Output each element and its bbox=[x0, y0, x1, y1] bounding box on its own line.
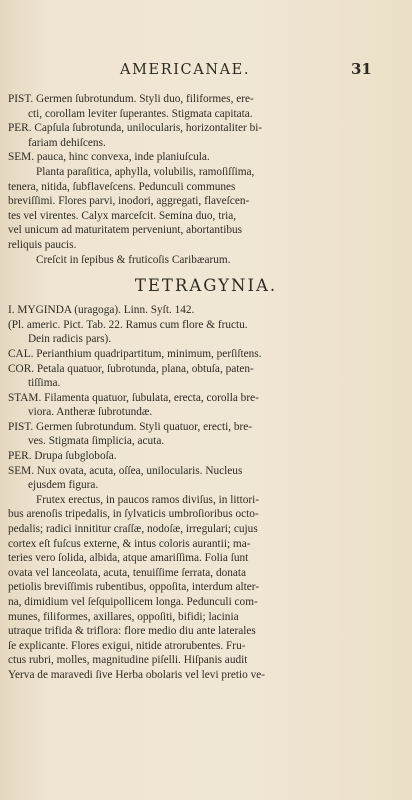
text-line: tiſſima. bbox=[28, 377, 61, 390]
text-line: ejusdem figura. bbox=[28, 479, 99, 492]
text-line: Frutex erectus, in paucos ramos diviſus, in littori- bbox=[36, 493, 260, 506]
text-line: PER. Drupa ſubgloboſa. bbox=[8, 450, 117, 463]
text-line: Yerva de maravedi ſive Herba obolaris vel levi pretio ve- bbox=[8, 668, 266, 681]
text-line: vel unicum ad maturitatem perveniunt, abortantibus bbox=[8, 224, 243, 237]
text-line: ves. Stigmata ſimplicia, acuta. bbox=[28, 435, 165, 448]
page-header bbox=[0, 58, 412, 82]
text-line: PER. Capſula ſubrotunda, unilocularis, horizontaliter bi- bbox=[8, 122, 263, 135]
text-line: tes vel virentes. Calyx marceſcit. Semina duo, tria, bbox=[8, 209, 237, 222]
text-line: CAL. Perianthium quadripartitum, minimum, perſiſtens. bbox=[8, 347, 262, 360]
text-line: COR. Petala quatuor, ſubrotunda, plana, obtuſa, paten- bbox=[8, 362, 254, 375]
text-line: viora. Antheræ ſubrotundæ. bbox=[28, 406, 153, 419]
text-line: utraque trifida & triflora: flore medio diu ante laterales bbox=[8, 625, 256, 638]
text-line: STAM. Filamenta quatuor, ſubulata, erecta, corolla bre- bbox=[8, 391, 259, 404]
text-line: SEM. pauca, hinc convexa, inde planiuſcula. bbox=[8, 151, 210, 164]
section-title: TETRAGYNIA. bbox=[134, 276, 278, 296]
text-line: ovata vel lanceolata, acuta, tenuiſſime ſerrata, donata bbox=[8, 566, 247, 579]
text-line: Dein radicis pars). bbox=[28, 333, 112, 346]
page-text bbox=[8, 92, 404, 683]
text-line: PIST. Germen ſubrotundum. Styli quatuor, erecti, bre- bbox=[8, 420, 253, 433]
text-line: munes, filiformes, axillares, oppoſiti, bifidi; lacinia bbox=[8, 610, 239, 623]
text-line: PIST. Germen ſubrotundum. Styli duo, filiformes, ere- bbox=[8, 93, 254, 105]
text-line: tenera, nitida, ſubflaveſcens. Pedunculi communes bbox=[8, 180, 236, 193]
running-head: AMERICANAE. bbox=[120, 62, 251, 78]
text-line: bus arenoſis tripedalis, in ſylvaticis umbroſioribus octo- bbox=[8, 508, 259, 521]
text-line: Planta paraſitica, aphylla, volubilis, ramoſiſſima, bbox=[36, 165, 255, 178]
text-line: cti, corollam leviter ſuperantes. Stigmata capitata. bbox=[28, 107, 253, 120]
text-line: pedalis; radici innititur craſſæ, nodoſæ, irregulari; cujus bbox=[8, 523, 258, 536]
text-line: teries vero ſolida, albida, atque amariſſima. Folia ſunt bbox=[8, 552, 249, 565]
text-line: fariam dehiſcens. bbox=[28, 136, 106, 149]
species-heading: I. MYGINDA (uragoga). Linn. Syſt. 142. bbox=[8, 304, 195, 317]
text-line: reliquis paucis. bbox=[8, 238, 77, 251]
text-line: Creſcit in ſepibus & fruticoſis Caribæarum. bbox=[36, 253, 231, 266]
page-number: 31 bbox=[351, 60, 372, 78]
text-line: (Pl. americ. Pict. Tab. 22. Ramus cum flore & fructu. bbox=[8, 318, 248, 331]
text-line: ſe explicante. Flores exigui, nitide atrorubentes. Fru- bbox=[8, 639, 246, 652]
text-line: cortex eſt fuſcus externe, & intus coloris aurantii; ma- bbox=[8, 537, 251, 550]
text-line: breviſſimi. Flores parvi, inodori, aggregati, flaveſcen- bbox=[8, 195, 250, 208]
text-line: ctus rubri, molles, magnitudine piſelli. Hiſpanis audit bbox=[8, 654, 248, 667]
text-line: na, dimidium vel ſeſquipollicem longa. Pedunculi com- bbox=[8, 596, 258, 608]
text-line: SEM. Nux ovata, acuta, oſſea, unilocularis. Nucleus bbox=[8, 464, 243, 477]
text-line: petiolis breviſſimis rubentibus, oppoſita, interdum alter- bbox=[8, 581, 260, 594]
